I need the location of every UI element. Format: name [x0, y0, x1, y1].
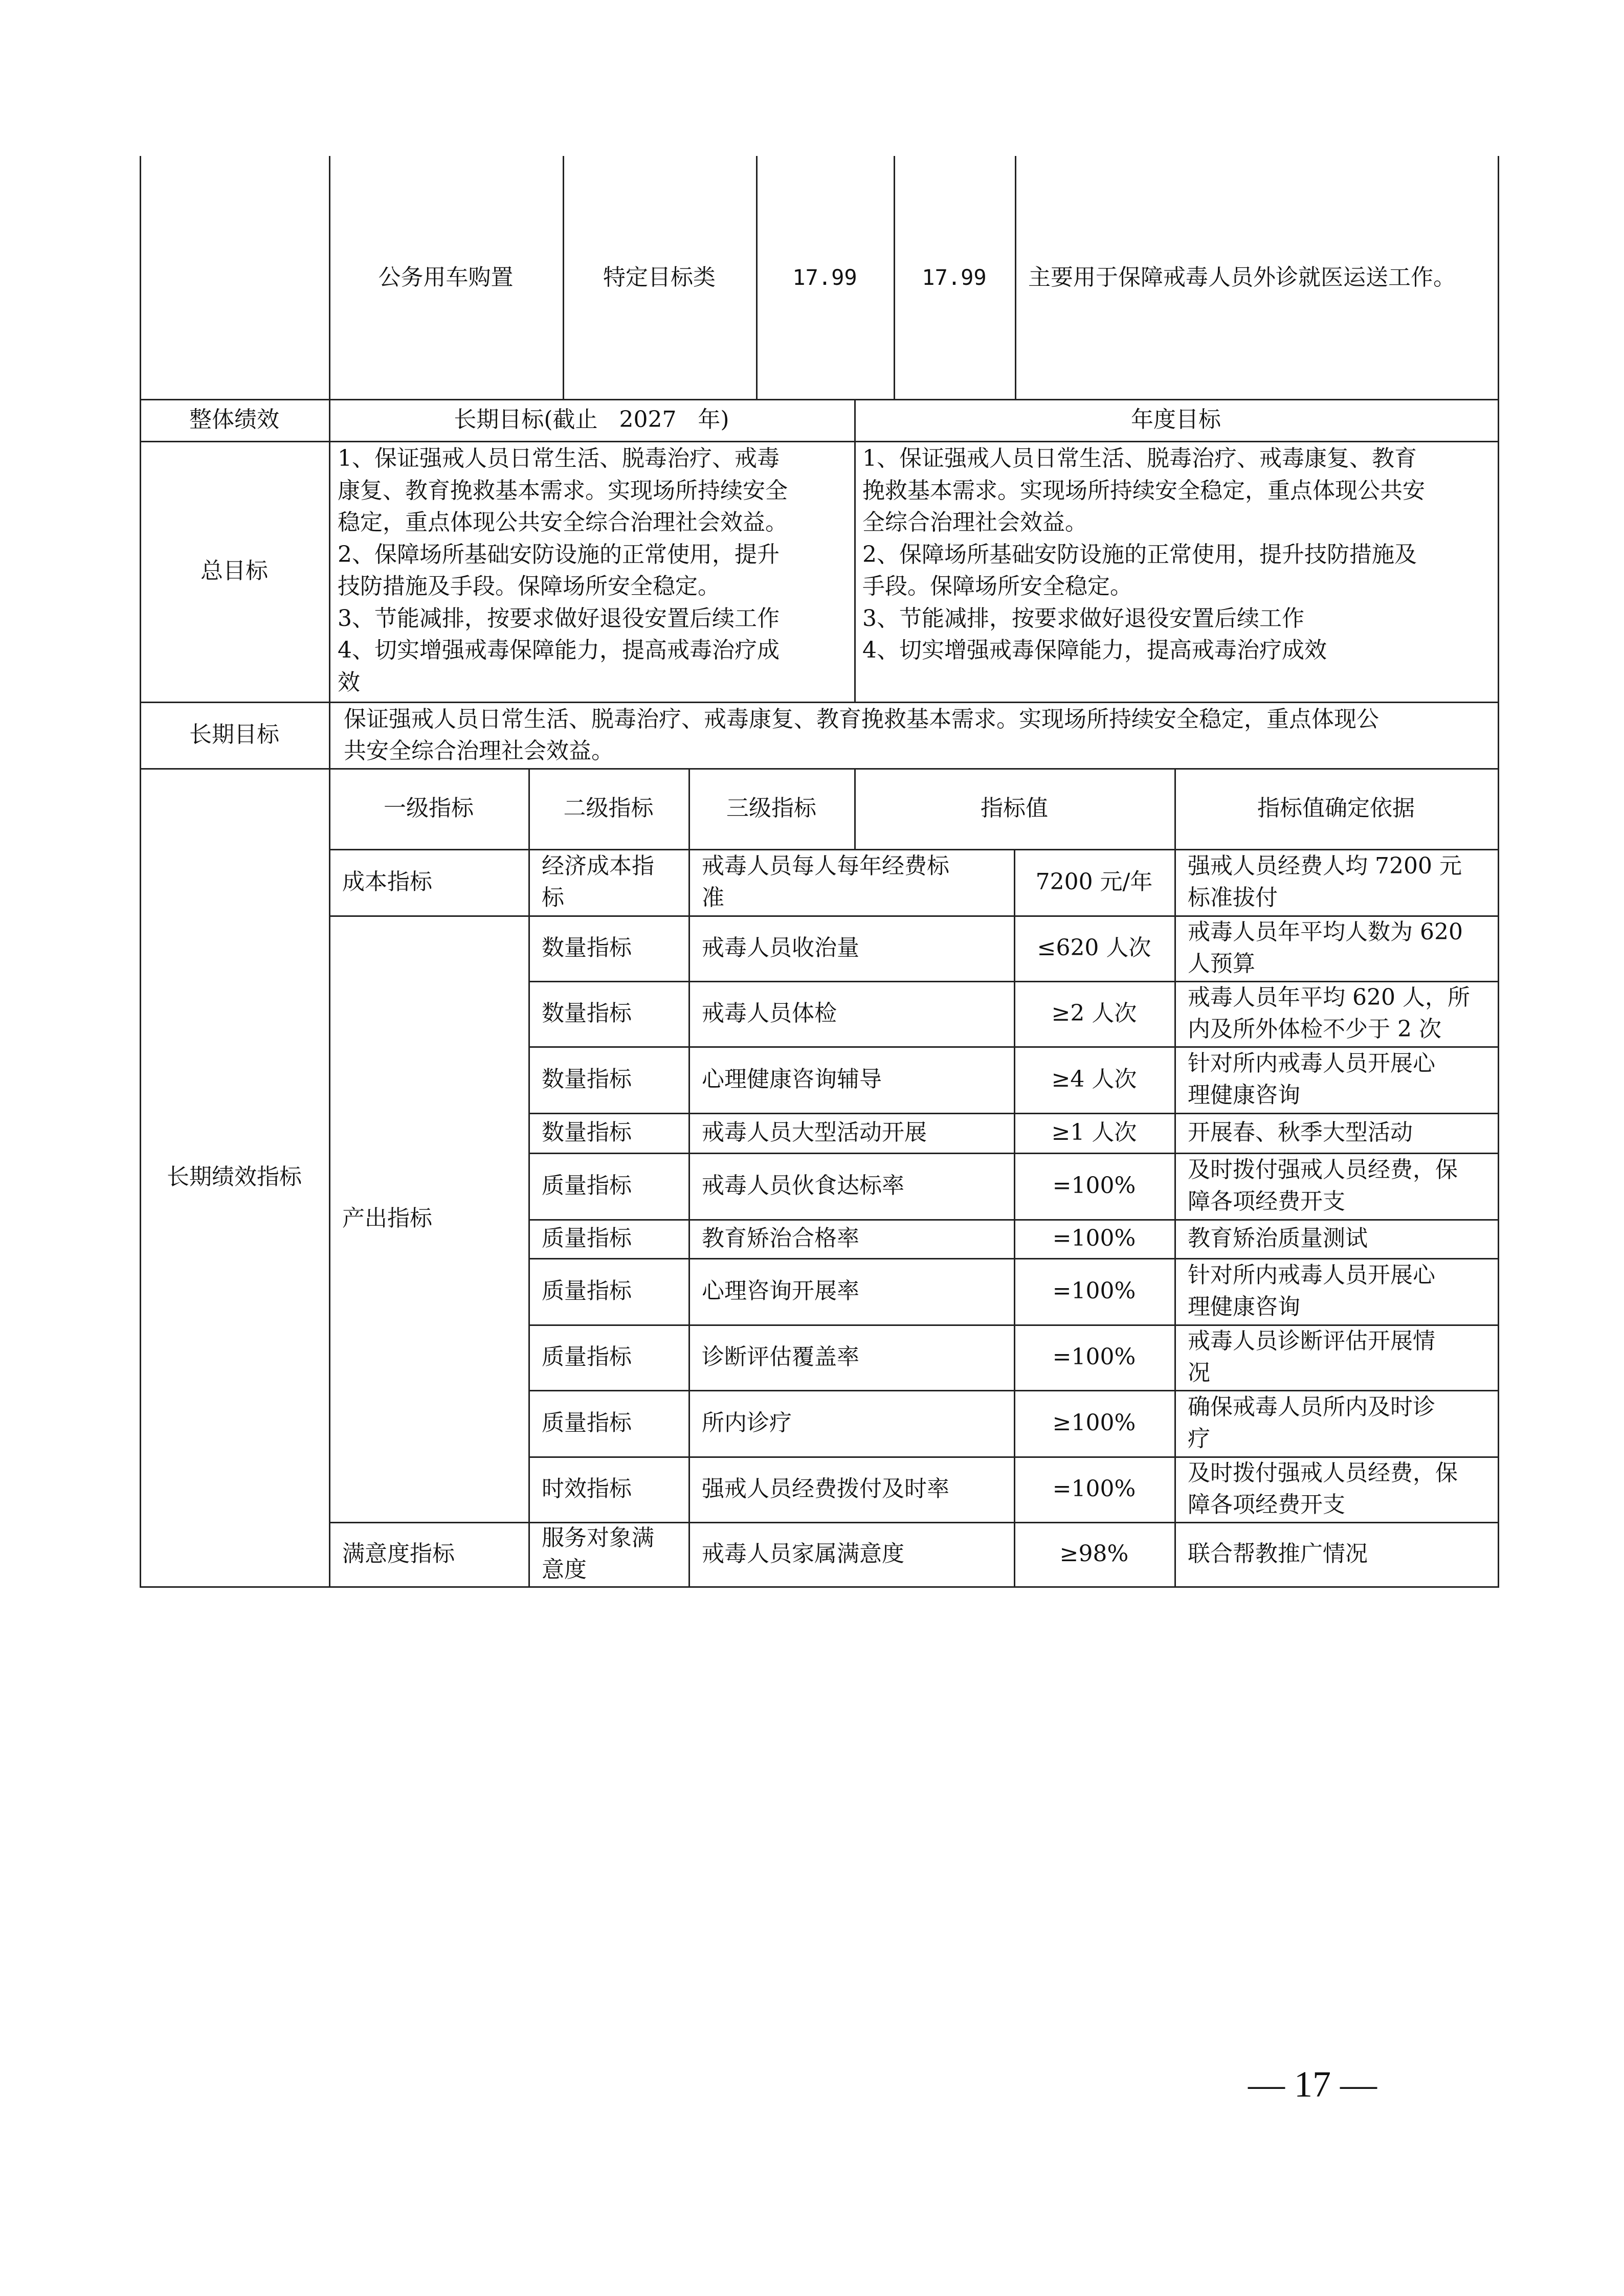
- output-level3-cell: [688, 1046, 1014, 1113]
- output-level2: 质量指标: [542, 1173, 632, 1199]
- text-line: 准: [702, 885, 724, 911]
- text-line: 手段。保障场所安全稳定。: [862, 573, 1132, 599]
- output-level2-cell: [528, 915, 688, 981]
- text-line: 保证强戒人员日常生活、脱毒治疗、戒毒康复、教育挽救基本需求。实现场所持续安全稳定，重点体现公: [344, 706, 1379, 732]
- output-level2: 质量指标: [542, 1225, 632, 1251]
- output-level3: 诊断评估覆盖率: [702, 1344, 859, 1370]
- output-value-cell: [1014, 1153, 1174, 1219]
- text-line: 意度: [542, 1557, 587, 1583]
- output-level2-cell: [528, 1113, 688, 1153]
- overall-label: 整体绩效: [189, 407, 279, 433]
- output-basis-cell: [1174, 1219, 1498, 1258]
- text-line: 标准拔付: [1188, 885, 1278, 911]
- text-line: 2、保障场所基础安防设施的正常使用，提升: [338, 541, 780, 568]
- text-line: 1、保证强戒人员日常生活、脱毒治疗、戒毒: [338, 445, 780, 471]
- text-line: 理健康咨询: [1188, 1294, 1300, 1320]
- text-line: 3、节能减排，按要求做好退役安置后续工作: [338, 605, 780, 632]
- output-value-cell: [1014, 1046, 1174, 1113]
- amount-1: 17.99: [792, 264, 857, 290]
- text-line: 4、切实增强戒毒保障能力，提高戒毒治疗成: [338, 637, 780, 663]
- output-level2: 时效指标: [542, 1476, 632, 1502]
- text-line: 疗: [1188, 1426, 1210, 1452]
- output-value-cell: [1014, 1219, 1174, 1258]
- indicators-section-label-cell: [140, 768, 329, 1586]
- satisfaction-level1: 满意度指标: [342, 1541, 455, 1567]
- annual-header: 年度目标: [1131, 407, 1221, 433]
- text-line: 理健康咨询: [1188, 1082, 1300, 1108]
- total-goal-label: 总目标: [201, 558, 268, 584]
- header-value-cell: [854, 768, 1174, 849]
- output-basis-cell: [1174, 981, 1498, 1046]
- output-basis-cell: [1174, 1258, 1498, 1324]
- text-line: 内及所外体检不少于 2 次: [1188, 1016, 1441, 1042]
- output-value-cell: [1014, 981, 1174, 1046]
- output-level2: 质量指标: [542, 1344, 632, 1370]
- output-level3: 戒毒人员收治量: [702, 935, 859, 961]
- satisfaction-basis-cell: [1174, 1522, 1498, 1586]
- output-basis-cell: [1174, 1153, 1498, 1219]
- long-term-goal-label-cell: [140, 702, 329, 768]
- output-level3-cell: [688, 1258, 1014, 1324]
- text-line: 障各项经费开支: [1188, 1492, 1345, 1518]
- output-value-cell: [1014, 1390, 1174, 1456]
- output-value: ≥4 人次: [1051, 1066, 1137, 1092]
- total-goal-label-cell: [140, 441, 329, 702]
- text-line: 康复、教育挽救基本需求。实现场所持续安全: [338, 477, 788, 504]
- output-level3: 所内诊疗: [702, 1410, 792, 1436]
- satisfaction-level3-cell: [688, 1522, 1014, 1586]
- output-value-cell: [1014, 1324, 1174, 1390]
- total-goal-long-term: [338, 443, 849, 699]
- output-level2: 数量指标: [542, 1066, 632, 1092]
- text-line: 共安全综合治理社会效益。: [344, 738, 614, 764]
- text-line: 及时拨付强戒人员经费，保: [1188, 1460, 1458, 1486]
- text-line: 教育矫治质量测试: [1188, 1225, 1368, 1251]
- output-value-cell: [1014, 1456, 1174, 1522]
- text-line: 稳定，重点体现公共安全综合治理社会效益。: [338, 509, 788, 535]
- output-value: =100%: [1052, 1225, 1136, 1251]
- output-level3-cell: [688, 1390, 1014, 1456]
- amount-1-cell: [756, 156, 894, 399]
- output-basis-cell: [1174, 915, 1498, 981]
- header-value: 指标值: [981, 795, 1048, 821]
- output-level3: 心理咨询开展率: [702, 1278, 859, 1304]
- output-value-cell: [1014, 915, 1174, 981]
- item-name-cell: [329, 156, 563, 399]
- output-level3-cell: [688, 915, 1014, 981]
- output-level3: 戒毒人员体检: [702, 1000, 837, 1026]
- output-level2: 数量指标: [542, 1119, 632, 1145]
- cost-basis-cell: [1174, 849, 1498, 915]
- satisfaction-value: ≥98%: [1059, 1541, 1129, 1567]
- annual-header-cell: [854, 399, 1498, 441]
- long-term-header: 长期目标(截止 2027 年): [454, 407, 729, 433]
- output-level2: 质量指标: [542, 1278, 632, 1304]
- output-level2-cell: [528, 1046, 688, 1113]
- item-category-cell: [563, 156, 756, 399]
- page-number: — 17 —: [1248, 2064, 1377, 2105]
- text-line: 况: [1188, 1360, 1210, 1386]
- header-level2: 二级指标: [563, 795, 654, 821]
- output-level3: 心理健康咨询辅导: [702, 1066, 882, 1092]
- output-level3-cell: [688, 1113, 1014, 1153]
- amount-2-cell: [894, 156, 1015, 399]
- output-basis-cell: [1174, 1046, 1498, 1113]
- text-line: 戒毒人员每人每年经费标: [702, 853, 949, 879]
- text-line: 戒毒人员年平均 620 人，所: [1188, 984, 1470, 1010]
- text-line: 2、保障场所基础安防设施的正常使用，提升技防措施及: [862, 541, 1417, 568]
- output-level2-cell: [528, 981, 688, 1046]
- item-description: 主要用于保障戒毒人员外诊就医运送工作。: [1028, 264, 1456, 290]
- text-line: 挽救基本需求。实现场所持续安全稳定，重点体现公共安: [862, 477, 1425, 504]
- output-basis-cell: [1174, 1324, 1498, 1390]
- output-level2: 数量指标: [542, 935, 632, 961]
- cost-level3-cell: [688, 849, 1014, 915]
- text-line: 3、节能减排，按要求做好退役安置后续工作: [862, 605, 1304, 632]
- cost-level2-cell: [528, 849, 688, 915]
- text-line: 戒毒人员年平均人数为 620: [1188, 919, 1463, 945]
- output-value: ≥100%: [1052, 1410, 1136, 1436]
- output-level2-cell: [528, 1324, 688, 1390]
- header-basis: 指标值确定依据: [1257, 795, 1415, 821]
- item-name: 公务用车购置: [378, 264, 514, 290]
- text-line: 效: [338, 669, 360, 695]
- text-line: 针对所内戒毒人员开展心: [1188, 1262, 1435, 1288]
- long-term-goal-label: 长期目标: [189, 722, 279, 748]
- text-line: 开展春、秋季大型活动: [1188, 1119, 1413, 1145]
- output-basis-cell: [1174, 1113, 1498, 1153]
- output-level3-cell: [688, 1456, 1014, 1522]
- output-value-cell: [1014, 1258, 1174, 1324]
- output-level3-cell: [688, 1219, 1014, 1258]
- text-line: 人预算: [1188, 951, 1255, 977]
- output-level2-cell: [528, 1153, 688, 1219]
- output-value: ≥2 人次: [1051, 1000, 1137, 1026]
- output-level3: 戒毒人员大型活动开展: [702, 1119, 927, 1145]
- header-level3: 三级指标: [726, 795, 816, 821]
- output-value: =100%: [1052, 1173, 1136, 1199]
- output-level3-cell: [688, 1153, 1014, 1219]
- text-line: 障各项经费开支: [1188, 1188, 1345, 1214]
- output-level3: 教育矫治合格率: [702, 1225, 859, 1251]
- header-basis-cell: [1174, 768, 1498, 849]
- satisfaction-level3: 戒毒人员家属满意度: [702, 1541, 904, 1567]
- total-goal-annual: [862, 443, 1495, 667]
- text-line: 强戒人员经费人均 7200 元: [1188, 853, 1462, 879]
- text-line: 针对所内戒毒人员开展心: [1188, 1050, 1435, 1076]
- long-term-goal-text: [344, 704, 1495, 767]
- cost-value: 7200 元/年: [1035, 869, 1153, 895]
- output-level2-cell: [528, 1219, 688, 1258]
- output-value: =100%: [1052, 1476, 1136, 1502]
- cost-level1-cell: [329, 849, 528, 915]
- output-level2-cell: [528, 1258, 688, 1324]
- output-basis-cell: [1174, 1390, 1498, 1456]
- output-value: =100%: [1052, 1344, 1136, 1370]
- text-line: 确保戒毒人员所内及时诊: [1188, 1394, 1435, 1420]
- cost-level1: 成本指标: [342, 869, 432, 895]
- text-line: 全综合治理社会效益。: [862, 509, 1087, 535]
- output-value: =100%: [1052, 1278, 1136, 1304]
- output-label-cell: [329, 915, 528, 1522]
- text-line: 戒毒人员诊断评估开展情: [1188, 1328, 1435, 1354]
- satisfaction-level2-cell: [528, 1522, 688, 1586]
- text-line: 标: [542, 885, 564, 911]
- header-level3-cell: [688, 768, 854, 849]
- satisfaction-level1-cell: [329, 1522, 528, 1586]
- satisfaction-value-cell: [1014, 1522, 1174, 1586]
- amount-2: 17.99: [922, 264, 987, 290]
- output-level3-cell: [688, 1324, 1014, 1390]
- header-level1-cell: [329, 768, 528, 849]
- output-level3-cell: [688, 981, 1014, 1046]
- long-term-header-cell: [329, 399, 854, 441]
- output-level2: 质量指标: [542, 1410, 632, 1436]
- cost-value-cell: [1014, 849, 1174, 915]
- output-level2-cell: [528, 1390, 688, 1456]
- header-level1: 一级指标: [384, 795, 474, 821]
- indicators-section-label: 长期绩效指标: [167, 1164, 302, 1190]
- output-label: 产出指标: [342, 1205, 432, 1231]
- text-line: 服务对象满: [542, 1525, 654, 1551]
- output-level3: 戒毒人员伙食达标率: [702, 1173, 904, 1199]
- output-value-cell: [1014, 1113, 1174, 1153]
- text-line: 及时拨付强戒人员经费，保: [1188, 1157, 1458, 1183]
- text-line: 经济成本指: [542, 853, 654, 879]
- output-basis-cell: [1174, 1456, 1498, 1522]
- overall-label-cell: [140, 399, 329, 441]
- text-line: 技防措施及手段。保障场所安全稳定。: [338, 573, 720, 599]
- output-level3: 强戒人员经费拨付及时率: [702, 1476, 949, 1502]
- output-value: ≤620 人次: [1037, 935, 1151, 961]
- output-level2-cell: [528, 1456, 688, 1522]
- output-level2: 数量指标: [542, 1000, 632, 1026]
- item-description-cell: [1015, 156, 1498, 399]
- text-line: 4、切实增强戒毒保障能力，提高戒毒治疗成效: [862, 637, 1327, 663]
- item-category: 特定目标类: [603, 264, 716, 290]
- header-level2-cell: [528, 768, 688, 849]
- text-line: 1、保证强戒人员日常生活、脱毒治疗、戒毒康复、教育: [862, 445, 1417, 471]
- output-value: ≥1 人次: [1051, 1119, 1137, 1145]
- satisfaction-basis: 联合帮教推广情况: [1188, 1541, 1368, 1567]
